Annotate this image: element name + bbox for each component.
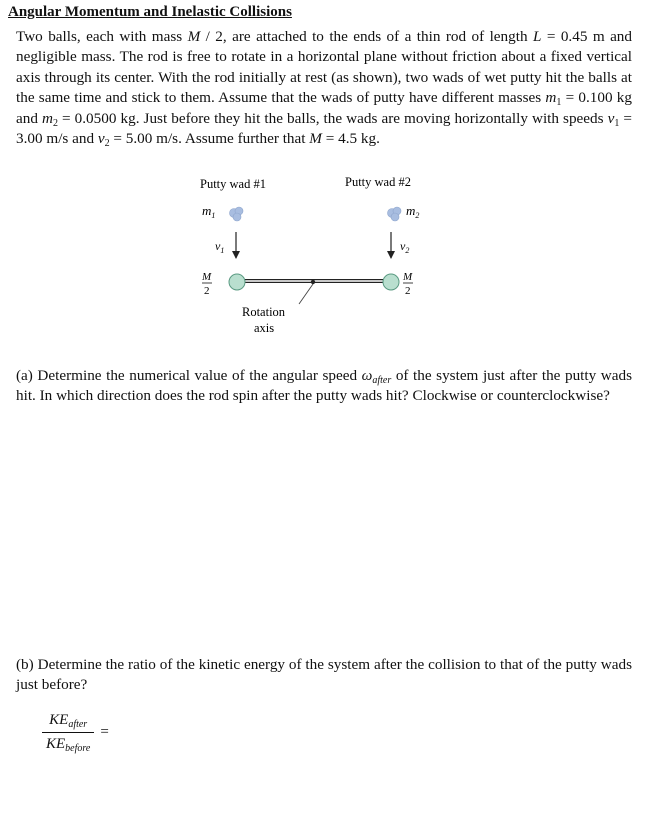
part-b-question: (b) Determine the ratio of the kinetic energy of the system after the collision to that of the putty wads just before? [16,656,632,694]
svg-text:M: M [202,271,212,283]
rotation-axis-pointer [299,284,313,304]
v1-label: $v_1$ [215,239,225,255]
ball-left [229,274,245,290]
ball-right [383,274,399,290]
m1-label: $m_1$ [202,203,216,220]
putty-wad-1-icon [230,207,244,221]
page-title: Angular Momentum and Inelastic Collisions [8,4,292,20]
rotation-axis-dot [311,280,315,284]
rotation-axis-label-2: axis [254,321,275,335]
v2-label: $v_2$ [400,239,410,255]
putty-wad-1-label: Putty wad #1 [200,177,266,191]
equals-sign: = [100,724,109,740]
m2-label: $m_2$ [406,203,420,220]
rotation-axis-label: Rotation [242,305,286,319]
putty-wad-2-icon [388,207,402,221]
rod-diagram [190,168,450,340]
svg-text:M: M [403,271,413,283]
ke-ratio-expression: $\frac{KE_{after}}{KE_{before}}$ = [42,712,109,753]
problem-statement: Two balls, each with mass M / 2, are attached to the ends of a thin rod of length L = 0.45 m and negligible mass. The rod is free to rotate in a horizontal plane without friction about a fixed vertical axis through its center. With the rod initially at rest (as shown), two wads of wet putty hit the balls at the same time and stick to them. Assume that the wads of putty have different masses $m_1 = 0.100$ kg and $m_2 = 0.0500$ kg. Just before they hit the balls, the wads are moving horizontally with speeds $v_1 = 3.00$ m/s and $v_2 = 5.00$ m/s. Assume further that M = 4.5 kg. [16,28,632,150]
mass-label-left [201,271,212,297]
mass-label-right [402,271,413,297]
svg-text:2: 2 [204,285,210,297]
part-a-question: (a) Determine the numerical value of the angular speed $\omega_{after}$ of the system just after the putty wads hit. In which direction does the rod spin after the putty wads hit? Clockwise or counterclockwise? [16,367,632,405]
svg-text:2: 2 [405,285,411,297]
putty-wad-2-label: Putty wad #2 [345,175,411,189]
